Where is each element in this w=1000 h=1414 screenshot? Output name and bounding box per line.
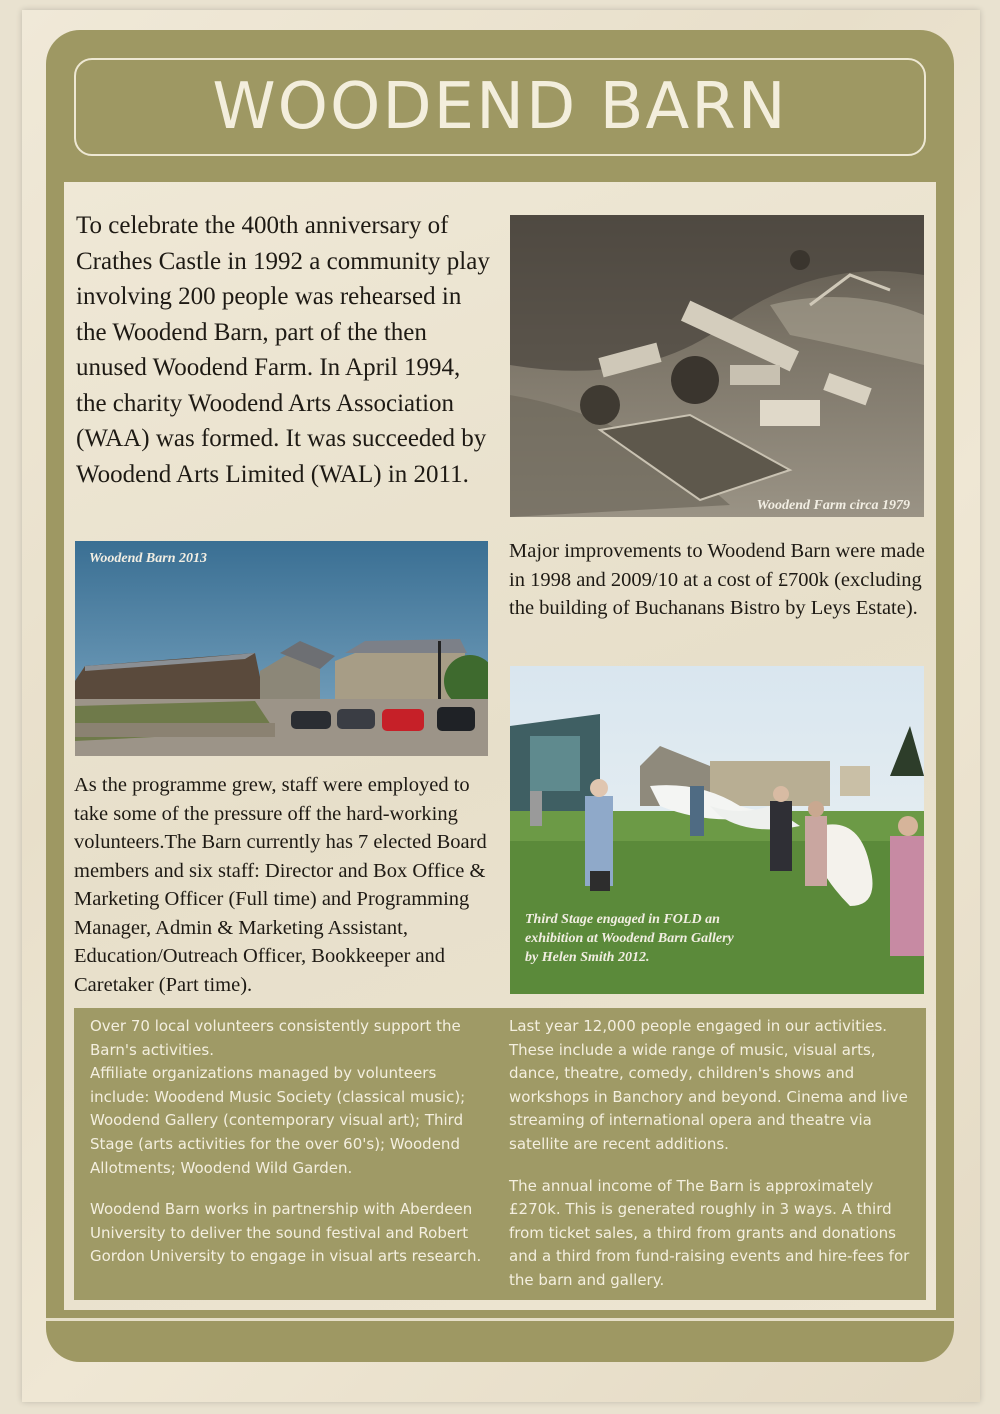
barn-photo-caption: Woodend Barn 2013 (89, 551, 207, 566)
title-box (74, 58, 926, 156)
page-title: WOODEND BARN (212, 70, 788, 144)
activities-paragraph-1: Last year 12,000 people engaged in our activities. These include a wide range of music, visual arts, dance, theatre, comedy, children's shows and workshops in Banchory and beyond. Cinema and live streaming of international opera and theatre via satellite are recent additions. (509, 1017, 908, 1153)
activities-column (509, 1015, 919, 1293)
staff-paragraph: As the programme grew, staff were employed to take some of the pressure off the hard-working volunteers.The Barn currently has 7 elected Board members and six staff: Director and Box Office & Marketing Officer (Full time) and Programming Manager, Admin & Marketing Assistant, Education/Outreach Officer, Bookkeeper and Caretaker (Part time). (74, 774, 487, 996)
barn-photo (75, 541, 488, 756)
volunteers-paragraph-1: Over 70 local volunteers consistently support the Barn's activities. (90, 1017, 461, 1059)
farm-photo-image (510, 215, 924, 517)
third-stage-photo (510, 666, 924, 994)
farm-photo-caption: Woodend Farm circa 1979 (756, 498, 910, 513)
farm-photo (510, 215, 924, 517)
volunteers-column (90, 1015, 485, 1269)
intro-paragraph: To celebrate the 400th anniversary of Crathes Castle in 1992 a community play involving 200 people was rehearsed in the Woodend Barn, part of the then unused Woodend Farm. In April 1994, the charity Woodend Arts Association (WAA) was formed. It was succeeded by Woodend Arts Limited (WAL) in 2011. (76, 212, 490, 488)
improvements-paragraph: Major improvements to Woodend Barn were made in 1998 and 2009/10 at a cost of £700k (excluding the building of Buchanans Bistro by Leys Estate). (509, 540, 925, 619)
volunteers-paragraph-2: Affiliate organizations managed by volunteers include: Woodend Music Society (classical music); Woodend Gallery (contemporary visual art); Third Stage (arts activities for the over 60's); Woodend Allotments; Woodend Wild Garden. (90, 1064, 466, 1177)
income-paragraph: The annual income of The Barn is approximately £270k. This is generated roughly in 3 ways. A third from ticket sales, a third from grants and donations and a third from fund-raising events and hire-fees for the barn and gallery. (509, 1176, 910, 1289)
partnership-paragraph: Woodend Barn works in partnership with Aberdeen University to deliver the sound festival and Robert Gordon University to engage in visual arts research. (90, 1200, 482, 1266)
third-stage-photo-caption: Third Stage engaged in FOLD an exhibition at Woodend Barn Gallery by Helen Smith 2012. (525, 912, 734, 965)
barn-photo-image (75, 541, 488, 756)
bottom-rule (46, 1318, 954, 1321)
